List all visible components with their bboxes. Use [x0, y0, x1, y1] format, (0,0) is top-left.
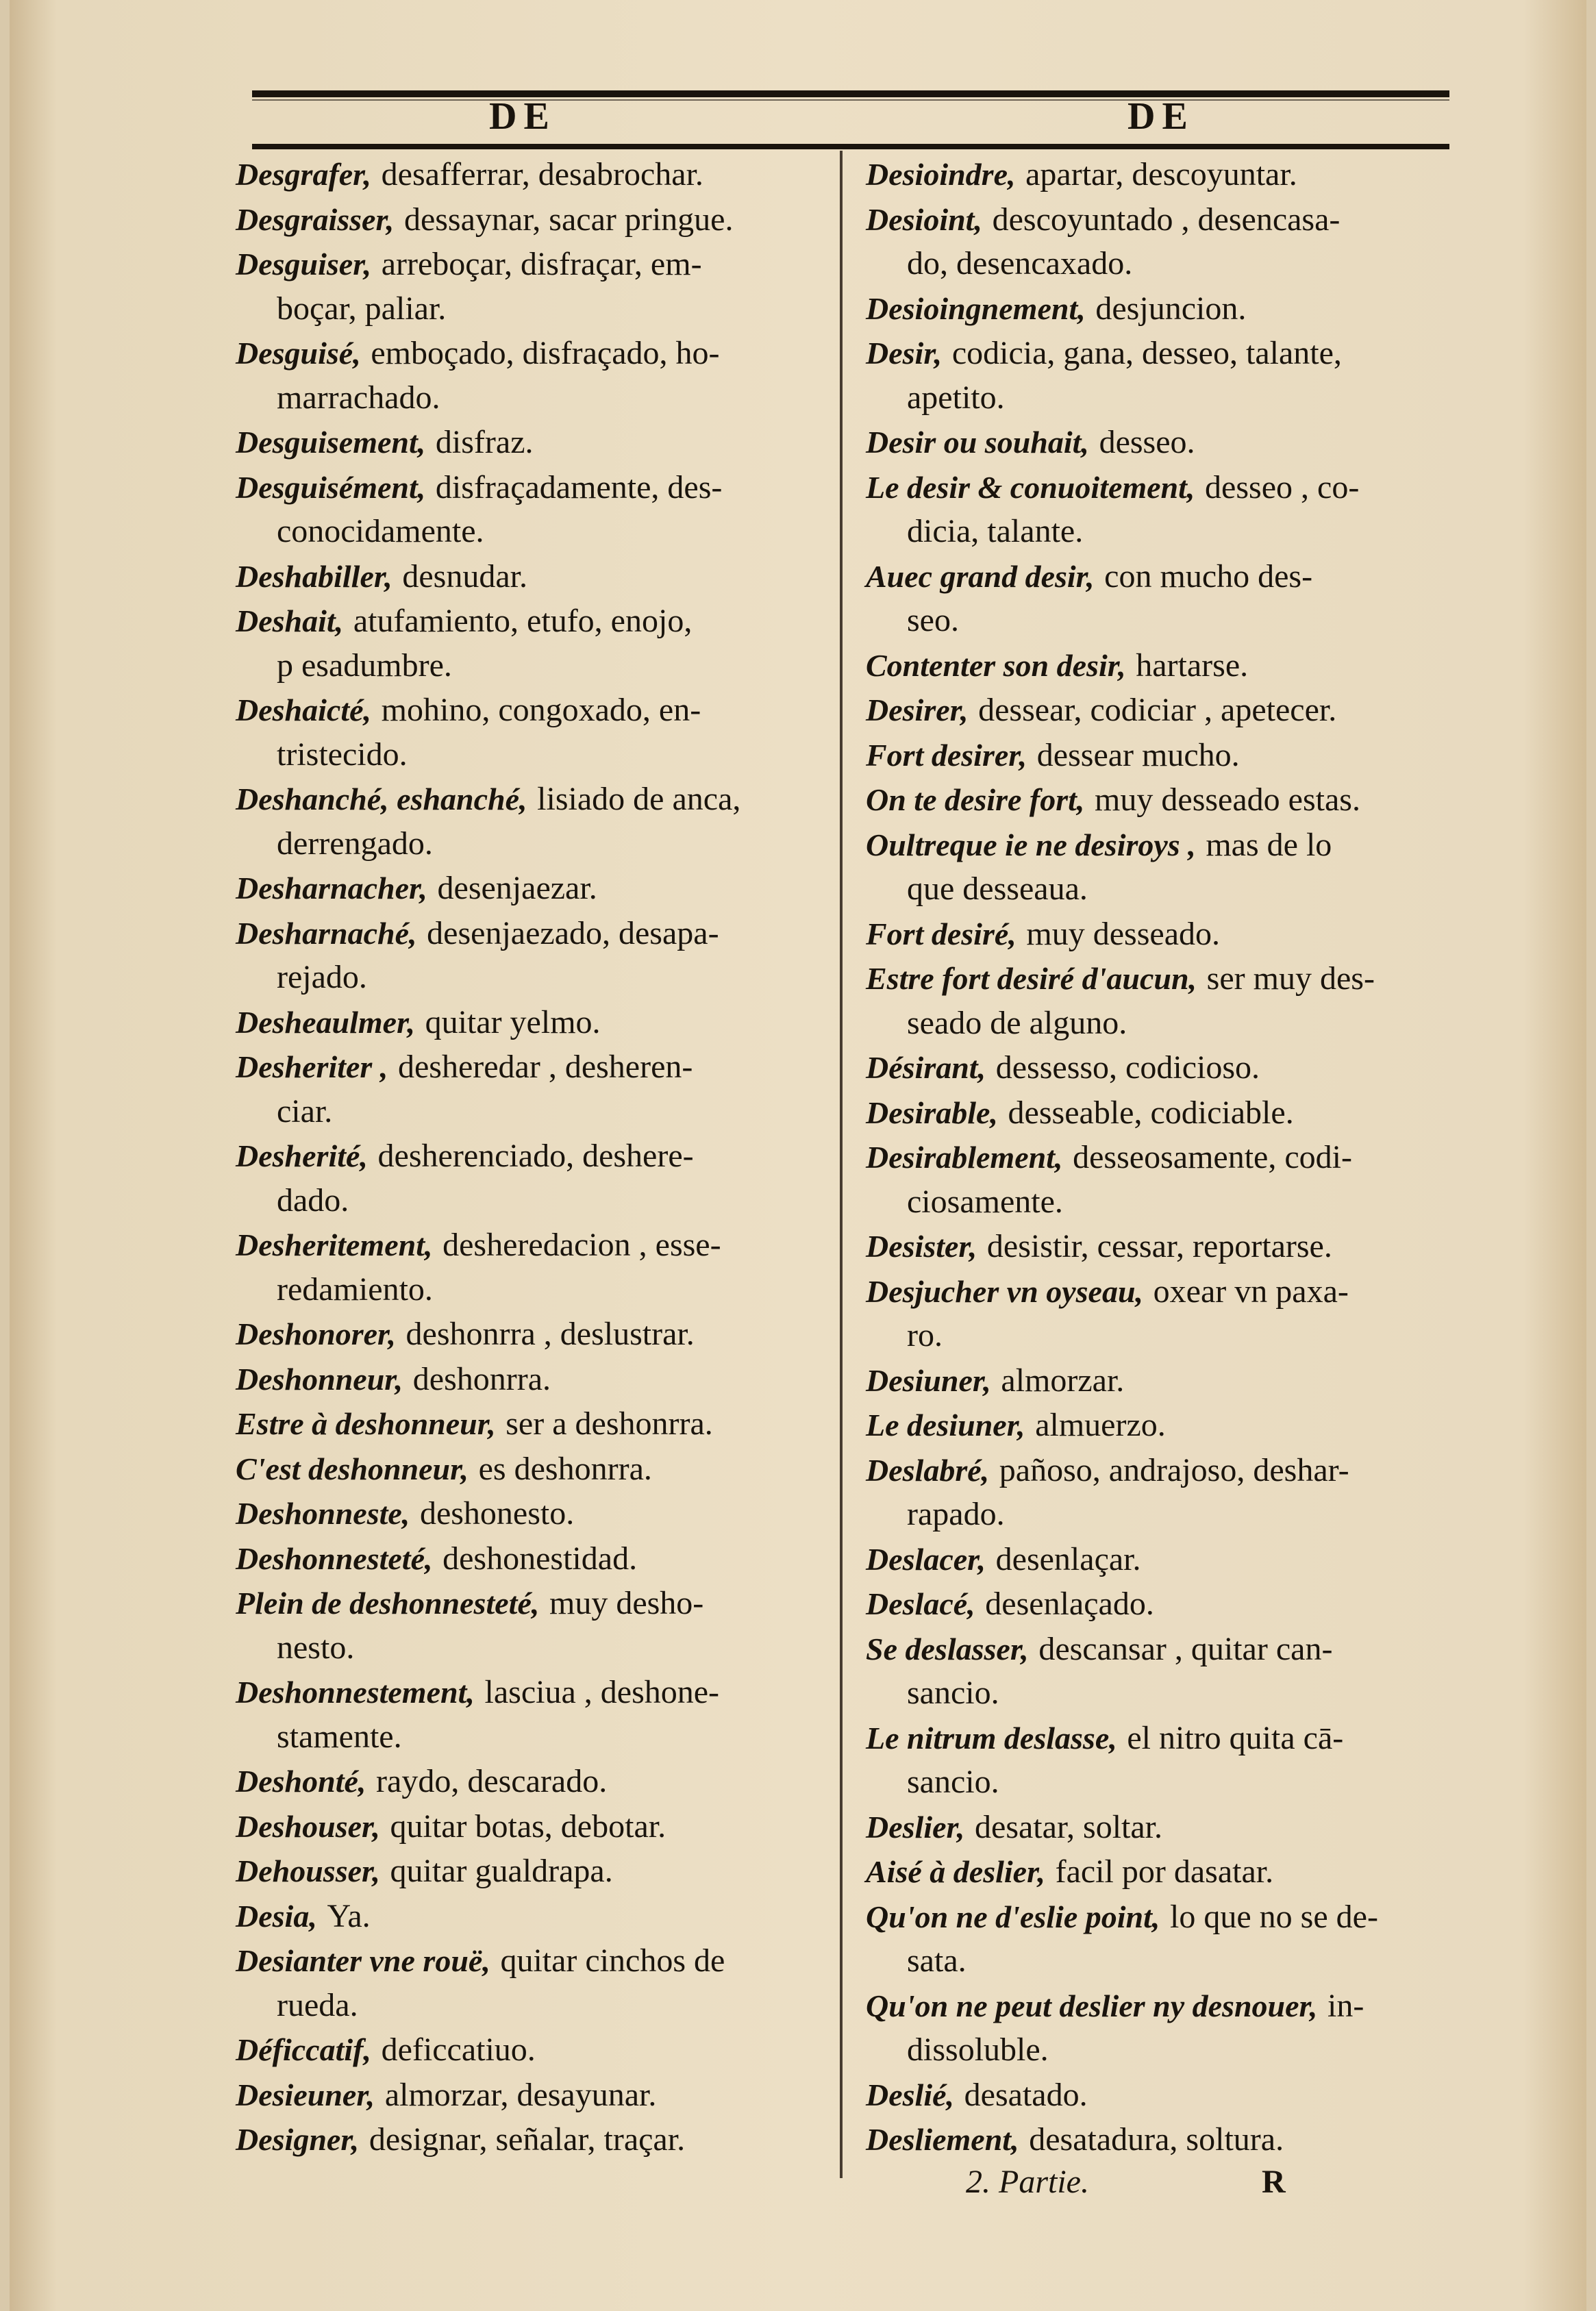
entry-headword: Le nitrum deslasse, — [866, 1720, 1117, 1756]
dictionary-entry — [866, 2117, 1455, 2162]
entry-continuation: ciar. — [277, 1092, 333, 1129]
entry-headword: Desieuner, — [236, 2077, 375, 2112]
entry-definition: Ya. — [327, 1897, 371, 1934]
entry-headword: Desiuner, — [866, 1362, 991, 1398]
dictionary-entry — [866, 1984, 1455, 2073]
entry-continuation: sancio. — [907, 1764, 999, 1800]
entry-headword: Le desir & conuoitement, — [866, 469, 1195, 505]
dictionary-entry — [866, 1849, 1455, 1895]
entry-headword: Desharnacher, — [236, 871, 427, 905]
entry-definition: desenlaçar. — [995, 1540, 1141, 1577]
entry-definition: desenjaezar. — [437, 870, 597, 906]
entry-definition: mohino, congoxado, en- — [381, 692, 701, 728]
entry-headword: Desirable, — [866, 1095, 998, 1130]
entry-headword: Desheriter , — [236, 1049, 388, 1084]
entry-definition: apartar, descoyuntar. — [1025, 156, 1297, 192]
entry-headword: Deshonorer, — [236, 1316, 396, 1351]
entry-continuation: dicia, talante. — [907, 513, 1084, 549]
entry-continuation: dissoluble. — [907, 2032, 1049, 2068]
entry-continuation: sata. — [907, 1943, 967, 1979]
entry-definition: dessear, codiciar , apetecer. — [978, 692, 1337, 728]
entry-continuation: rapado. — [907, 1496, 1005, 1532]
dictionary-entry — [236, 866, 825, 911]
entry-definition: desnudar. — [402, 558, 527, 595]
dictionary-entry — [866, 777, 1455, 823]
dictionary-entry — [866, 1135, 1455, 1224]
entry-definition: disfraz. — [435, 424, 534, 460]
entry-headword: Desianter vne rouë, — [236, 1943, 490, 1978]
entry-definition: deshonestidad. — [442, 1540, 638, 1577]
entry-headword: Desguisé, — [236, 336, 361, 371]
dictionary-entry — [866, 2073, 1455, 2118]
dictionary-entry — [236, 1804, 825, 1849]
entry-headword: Deslier, — [866, 1809, 965, 1845]
dictionary-entry — [236, 1759, 825, 1804]
dictionary-entry — [236, 1447, 825, 1492]
entry-definition: almorzar, desayunar. — [384, 2076, 657, 2113]
entry-definition: desherenciado, deshere- — [377, 1138, 694, 1174]
dictionary-entry — [866, 1805, 1455, 1850]
entry-continuation: tristecido. — [277, 736, 408, 773]
entry-definition: almuerzo. — [1035, 1407, 1166, 1443]
dictionary-entry — [866, 1716, 1455, 1805]
entry-headword: Desir ou souhait, — [866, 425, 1089, 460]
entry-definition: muy desho- — [549, 1585, 704, 1621]
entry-definition: dessesso, codicioso. — [995, 1049, 1260, 1086]
entry-definition: desheredar , desheren- — [397, 1049, 693, 1085]
dictionary-entry — [236, 1223, 825, 1312]
entry-headword: Desirer, — [866, 692, 969, 727]
entry-definition: desatar, soltar. — [975, 1808, 1162, 1845]
entry-headword: Le desiuner, — [866, 1408, 1025, 1442]
dictionary-entry — [236, 1491, 825, 1536]
entry-definition: desafferrar, desabrochar. — [381, 156, 703, 192]
entry-definition: desjuncion. — [1095, 290, 1247, 327]
column-divider — [840, 151, 843, 2178]
entry-headword: Desgrafer, — [236, 157, 372, 192]
dictionary-entry — [866, 1403, 1455, 1448]
entry-definition: codicia, gana, desseo, talante, — [951, 335, 1342, 371]
entry-continuation: do, desencaxado. — [907, 245, 1133, 282]
entry-headword: Qu'on ne peut deslier ny desnouer, — [866, 1988, 1318, 2023]
dictionary-entry — [866, 1537, 1455, 1582]
page — [10, 0, 1586, 2311]
entry-definition: deshonrra , deslustrar. — [406, 1316, 695, 1352]
entry-headword: Déficcatif, — [236, 2032, 371, 2067]
entry-definition: raydo, descarado. — [376, 1763, 608, 1799]
entry-headword: Desheritement, — [236, 1227, 433, 1262]
entry-headword: Desharnaché, — [236, 915, 417, 951]
entry-definition: almorzar. — [1001, 1362, 1125, 1399]
entry-continuation: seado de alguno. — [907, 1004, 1127, 1041]
dictionary-entry — [236, 777, 825, 866]
dictionary-entry — [236, 911, 825, 1000]
entry-definition: desheredacion , esse- — [442, 1227, 721, 1263]
entry-headword: Desliement, — [866, 2122, 1019, 2157]
entry-headword: Dehousser, — [236, 1853, 380, 1888]
entry-definition: deshonrra. — [412, 1360, 551, 1397]
entry-definition: desseable, codiciable. — [1008, 1094, 1294, 1131]
entry-headword: Contenter son desir, — [866, 647, 1126, 683]
entry-definition: hartarse. — [1136, 647, 1249, 684]
dictionary-entry — [236, 242, 825, 331]
entry-headword: Desioint, — [866, 201, 982, 237]
entry-headword: Deslacé, — [866, 1586, 975, 1621]
dictionary-entry — [236, 1670, 825, 1759]
dictionary-entry — [236, 1401, 825, 1447]
dictionary-entry — [866, 912, 1455, 957]
entry-continuation: apetito. — [907, 379, 1005, 416]
dictionary-entry — [866, 688, 1455, 733]
entry-definition: desatadura, soltura. — [1029, 2121, 1284, 2158]
dictionary-entry — [236, 1938, 825, 2027]
entry-definition: es deshonrra. — [478, 1450, 652, 1487]
entry-definition: quitar yelmo. — [425, 1003, 601, 1040]
entry-definition: muy desseado. — [1026, 915, 1221, 952]
running-head-right: DE — [1127, 95, 1195, 138]
entry-continuation: derrengado. — [277, 825, 433, 862]
header-rule-bottom — [252, 144, 1449, 149]
dictionary-entry — [236, 197, 825, 242]
running-head-left: DE — [489, 95, 556, 138]
dictionary-entry — [236, 1000, 825, 1045]
entry-definition: desatado. — [964, 2076, 1088, 2113]
entry-continuation: nesto. — [277, 1629, 355, 1666]
entry-headword: Desgraisser, — [236, 201, 395, 237]
entry-continuation: redamiento. — [277, 1271, 433, 1308]
dictionary-entry — [866, 1269, 1455, 1358]
entry-definition: muy desseado estas. — [1095, 782, 1360, 818]
entry-headword: Deshabiller, — [236, 558, 392, 594]
entry-definition: mas de lo — [1206, 826, 1332, 863]
entry-definition: arreboçar, disfraçar, em- — [381, 246, 702, 282]
entry-headword: Se deslasser, — [866, 1631, 1029, 1666]
gathering-mark: R — [1262, 2164, 1286, 2200]
entry-continuation: que desseaua. — [907, 871, 1088, 907]
entry-definition: con mucho des- — [1104, 558, 1313, 595]
entry-definition: pañoso, andrajoso, deshar- — [999, 1451, 1349, 1488]
entry-headword: Deshouser, — [236, 1808, 380, 1844]
dictionary-entry — [866, 1895, 1455, 1984]
dictionary-entry — [236, 1357, 825, 1402]
dictionary-entry — [236, 465, 825, 554]
entry-headword: Estre à deshonneur, — [236, 1406, 496, 1441]
entry-headword: Desioindre, — [866, 157, 1016, 192]
entry-headword: Deslacer, — [866, 1541, 986, 1577]
dictionary-entry — [866, 733, 1455, 778]
entry-headword: Desir, — [866, 336, 943, 371]
entry-headword: Desguisément, — [236, 469, 426, 505]
entry-headword: Deshonté, — [236, 1764, 366, 1799]
entry-definition: emboçado, disfraçado, ho- — [371, 335, 720, 371]
dictionary-entry — [236, 2027, 825, 2073]
dictionary-entry — [236, 1045, 825, 1134]
dictionary-entry — [236, 554, 825, 599]
entry-continuation: rueda. — [277, 1986, 358, 2023]
entry-headword: Estre fort desiré d'aucun, — [866, 961, 1197, 996]
entry-definition: desenjaezado, desapa- — [427, 914, 719, 951]
entry-definition: desseo. — [1099, 424, 1195, 460]
entry-headword: Desguisement, — [236, 425, 426, 460]
entry-definition: atufamiento, etufo, enojo, — [353, 603, 693, 639]
dictionary-entry — [236, 1581, 825, 1670]
entry-definition: oxear vn paxa- — [1153, 1273, 1349, 1310]
entry-definition: deshonesto. — [419, 1495, 575, 1532]
entry-continuation: ciosamente. — [907, 1183, 1063, 1220]
entry-headword: Deshaicté, — [236, 692, 372, 727]
entry-continuation: marrachado. — [277, 379, 440, 416]
entry-continuation: conocidamente. — [277, 513, 484, 549]
entry-headword: Fort desiré, — [866, 916, 1017, 951]
dictionary-entry — [236, 1849, 825, 1894]
entry-continuation: boçar, paliar. — [277, 290, 447, 327]
entry-headword: Desheaulmer, — [236, 1004, 415, 1040]
dictionary-entry — [866, 1448, 1455, 1537]
dictionary-entry — [866, 823, 1455, 912]
entry-definition: quitar cinchos de — [500, 1943, 725, 1979]
dictionary-entry — [236, 1536, 825, 1582]
entry-headword: Aisé à deslier, — [866, 1854, 1045, 1889]
entry-headword: Deshonneur, — [236, 1361, 403, 1397]
dictionary-entry — [236, 688, 825, 777]
entry-definition: quitar botas, debotar. — [390, 1808, 666, 1845]
entry-headword: Oultreque ie ne desiroys , — [866, 827, 1196, 862]
dictionary-entry — [866, 643, 1455, 688]
entry-headword: C'est deshonneur, — [236, 1451, 469, 1486]
dictionary-entry — [866, 1224, 1455, 1269]
entry-headword: Designer, — [236, 2122, 360, 2157]
dictionary-entry — [866, 1045, 1455, 1090]
entry-definition: in- — [1327, 1987, 1364, 2024]
dictionary-entry — [866, 197, 1455, 286]
entry-continuation: stamente. — [277, 1718, 402, 1755]
entry-continuation: seo. — [907, 602, 959, 638]
entry-headword: Desister, — [866, 1229, 977, 1264]
dictionary-entry — [866, 152, 1455, 197]
entry-headword: Deslabré, — [866, 1452, 990, 1488]
dictionary-entry — [866, 331, 1455, 420]
entry-definition: designar, señalar, traçar. — [369, 2121, 686, 2158]
dictionary-entry — [866, 465, 1455, 554]
dictionary-entry — [236, 2073, 825, 2118]
dictionary-entry — [866, 420, 1455, 465]
entry-headword: Desia, — [236, 1898, 317, 1934]
dictionary-entry — [866, 1627, 1455, 1716]
left-column — [236, 152, 825, 2162]
dictionary-entry — [866, 1582, 1455, 1627]
dictionary-entry — [236, 2117, 825, 2162]
entry-headword: Desioingnement, — [866, 290, 1086, 326]
dictionary-entry — [866, 554, 1455, 643]
dictionary-entry — [866, 1090, 1455, 1136]
entry-definition: quitar gualdrapa. — [390, 1853, 613, 1889]
dictionary-entry — [236, 599, 825, 688]
entry-headword: Deshonnesteté, — [236, 1540, 433, 1576]
entry-definition: el nitro quita cā- — [1127, 1719, 1344, 1756]
entry-continuation: sancio. — [907, 1675, 999, 1711]
entry-headword: On te desire fort, — [866, 782, 1085, 817]
entry-headword: Desguiser, — [236, 247, 372, 282]
entry-definition: lasciua , deshone- — [484, 1674, 720, 1710]
entry-headword: Désirant, — [866, 1050, 986, 1085]
entry-definition: desistir, cessar, reportarse. — [986, 1228, 1332, 1264]
entry-headword: Deshonnestement, — [236, 1675, 475, 1710]
dictionary-entry — [236, 1894, 825, 1939]
entry-definition: ser muy des- — [1206, 960, 1375, 997]
entry-definition: facil por dasatar. — [1055, 1853, 1274, 1890]
entry-definition: desseosamente, codi- — [1073, 1139, 1352, 1175]
entry-definition: ser a deshonrra. — [506, 1406, 713, 1442]
entry-headword: Qu'on ne d'eslie point, — [866, 1899, 1160, 1934]
entry-definition: descansar , quitar can- — [1038, 1630, 1333, 1667]
entry-definition: dessaynar, sacar pringue. — [403, 201, 734, 238]
entry-definition: deficcatiuo. — [381, 2032, 536, 2068]
dictionary-entry — [236, 1312, 825, 1357]
dictionary-entry — [236, 331, 825, 420]
entry-definition: disfraçadamente, des- — [435, 469, 723, 505]
entry-continuation: ro. — [907, 1317, 943, 1353]
dictionary-entry — [236, 1134, 825, 1223]
dictionary-entry — [866, 956, 1455, 1045]
entry-continuation: p esadumbre. — [277, 647, 452, 684]
entry-headword: Fort desirer, — [866, 737, 1027, 773]
entry-continuation: dado. — [277, 1182, 349, 1219]
entry-definition: desseo , co- — [1205, 469, 1360, 505]
header-rule-top — [252, 90, 1449, 97]
entry-headword: Auec grand desir, — [866, 558, 1095, 594]
entry-definition: lisiado de anca, — [537, 781, 741, 817]
entry-headword: Deshonneste, — [236, 1496, 410, 1531]
entry-definition: lo que no se de- — [1170, 1898, 1378, 1935]
entry-headword: Desherité, — [236, 1138, 368, 1173]
dictionary-entry — [236, 420, 825, 465]
entry-definition: dessear mucho. — [1036, 736, 1240, 773]
entry-definition: desenlaçado. — [985, 1586, 1154, 1622]
header-rule-thin — [252, 99, 1449, 101]
entry-headword: Deslié, — [866, 2077, 955, 2112]
entry-headword: Deshait, — [236, 603, 344, 638]
entry-definition: descoyuntado , desencasa- — [992, 201, 1341, 238]
signature-mark: 2. Partie. — [966, 2164, 1089, 2200]
dictionary-entry — [866, 286, 1455, 332]
right-column — [866, 152, 1455, 2162]
dictionary-entry — [236, 152, 825, 197]
entry-headword: Desjucher vn oyseau, — [866, 1273, 1144, 1309]
entry-headword: Deshanché, eshanché, — [236, 782, 527, 816]
entry-continuation: rejado. — [277, 959, 367, 995]
entry-headword: Plein de deshonnesteté, — [236, 1586, 540, 1621]
dictionary-entry — [866, 1358, 1455, 1403]
entry-headword: Desirablement, — [866, 1140, 1063, 1175]
